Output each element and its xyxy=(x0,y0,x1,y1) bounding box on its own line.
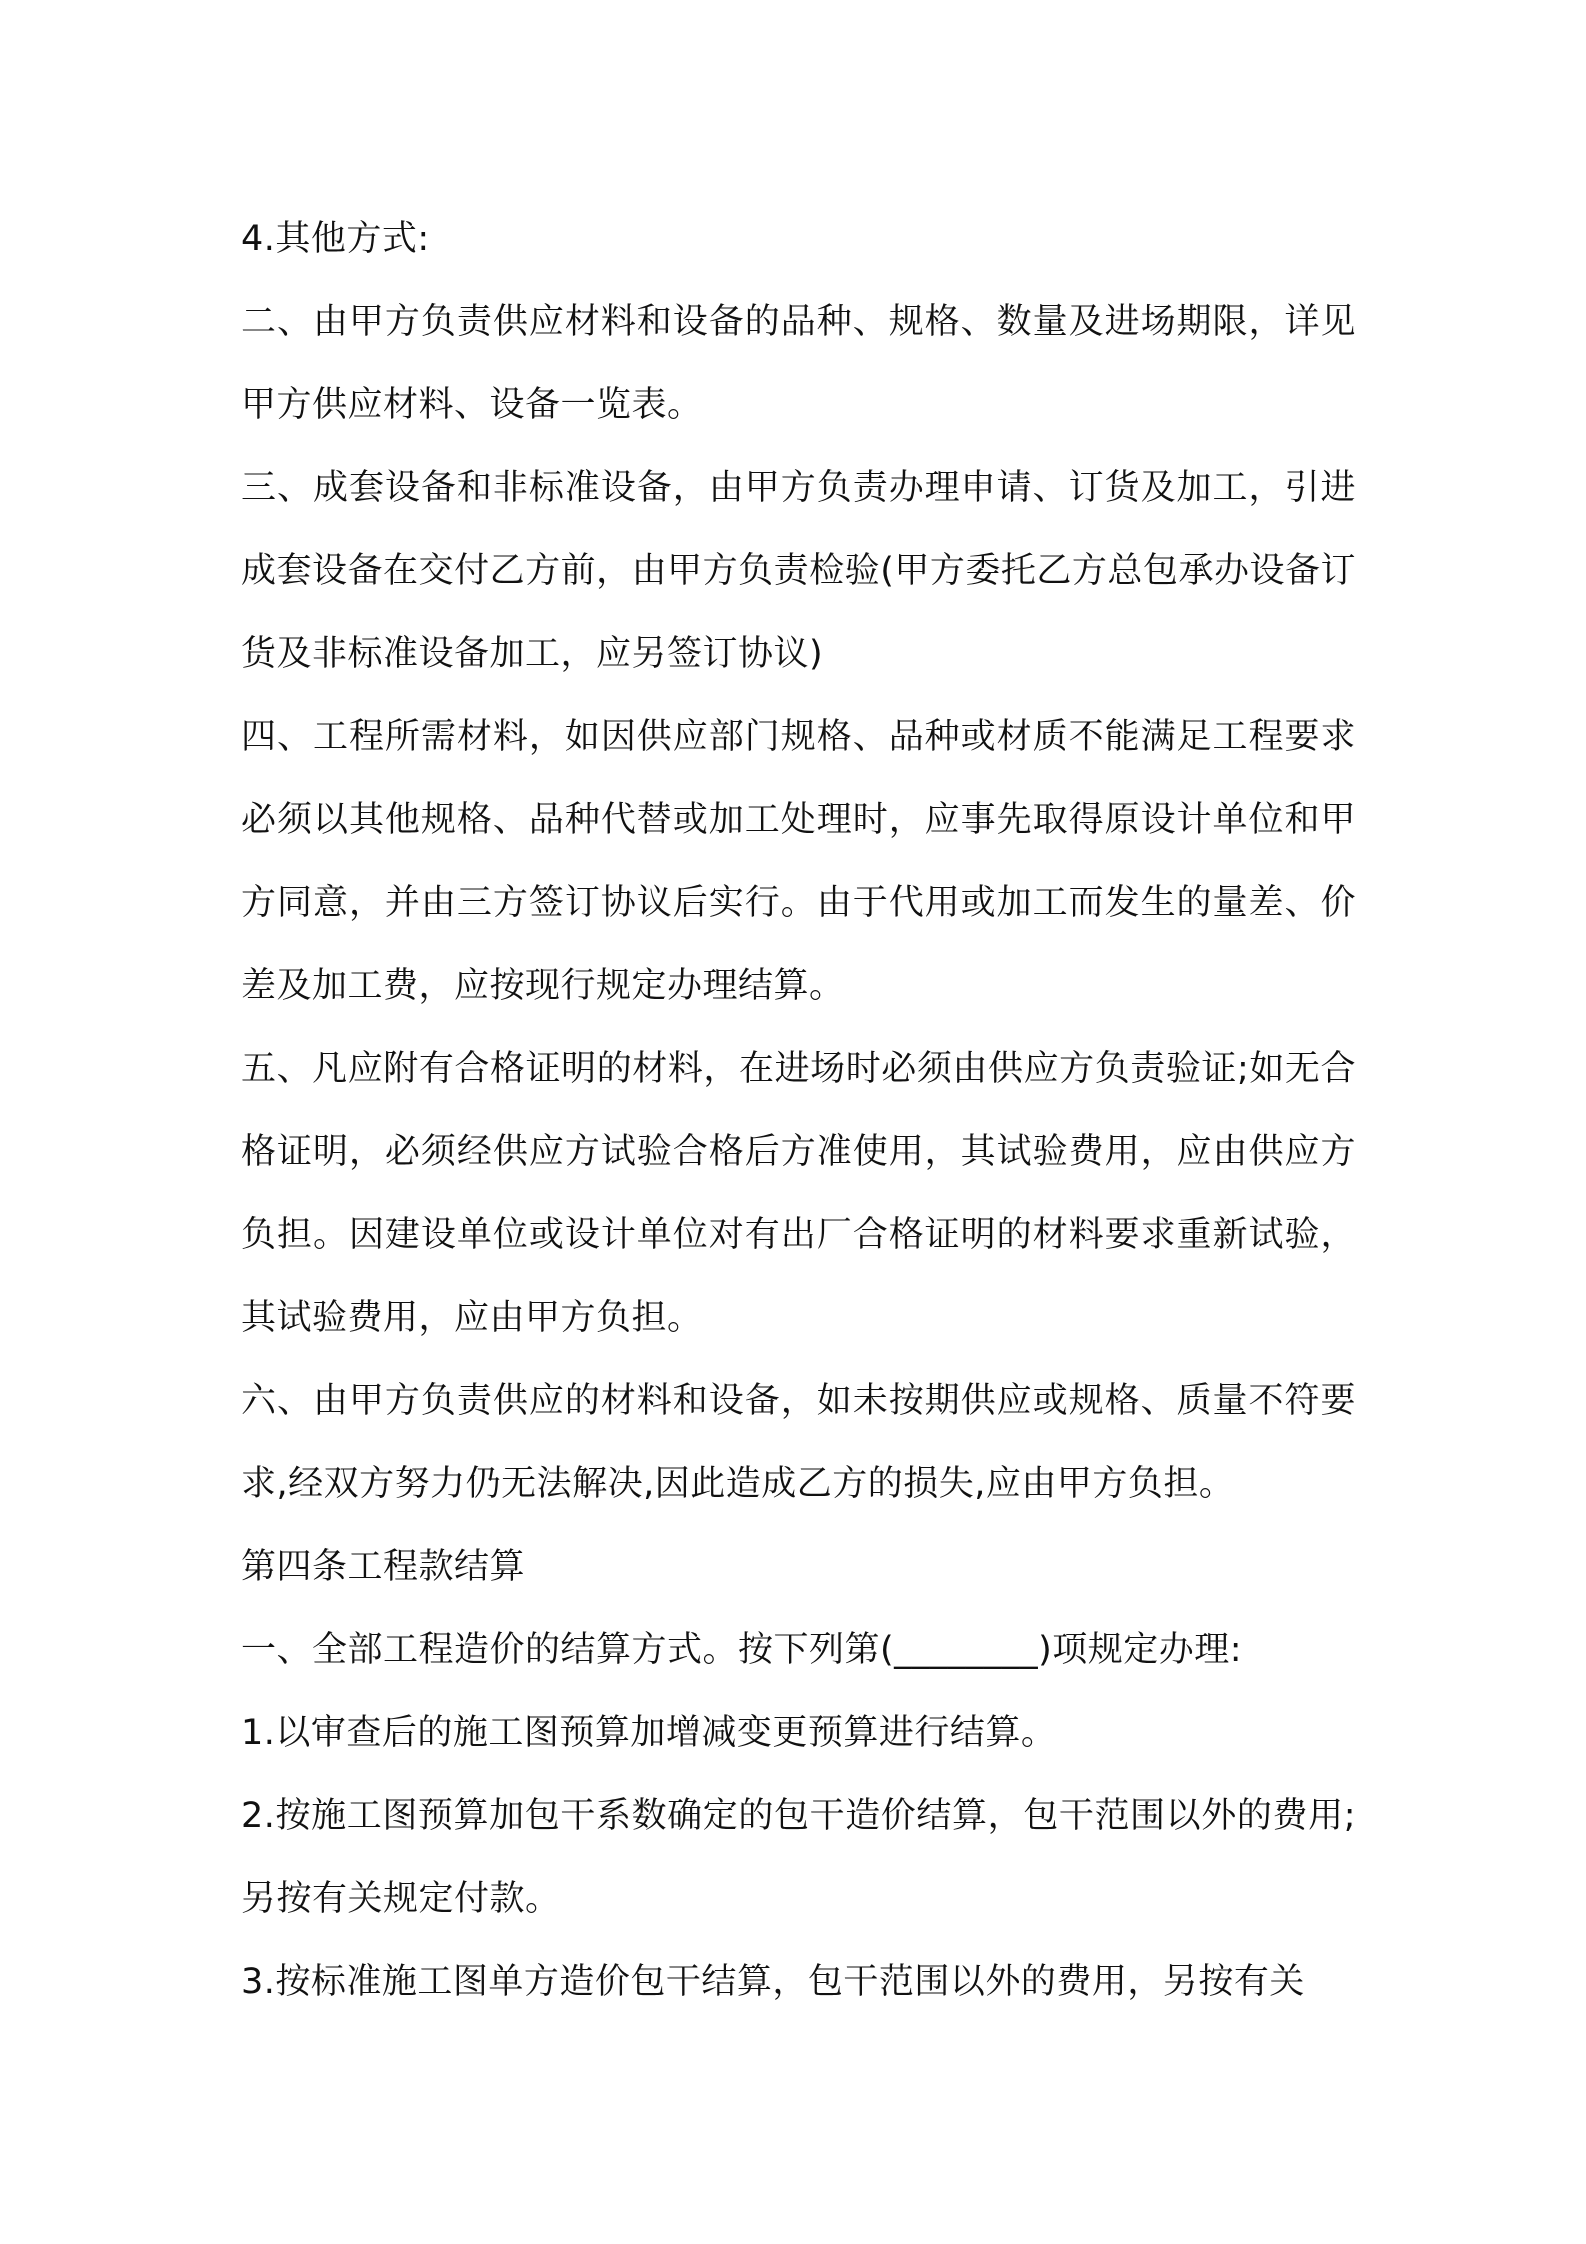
paragraph-clause-2: 二、由甲方负责供应材料和设备的品种、规格、数量及进场期限，详见甲方供应材料、设备一览表。 xyxy=(241,302,1356,425)
paragraph-clause-4: 四、工程所需材料，如因供应部门规格、品种或材质不能满足工程要求必须以其他规格、品种代替或加工处理时，应事先取得原设计单位和甲方同意，并由三方签订协议后实行。由于代用或加工而发生的量差、价差及加工费，应按现行规定办理结算。 xyxy=(241,717,1356,1006)
paragraph-clause-5: 五、凡应附有合格证明的材料，在进场时必须由供应方负责验证;如无合格证明，必须经供应方试验合格后方准使用，其试验费用，应由供应方负担。因建设单位或设计单位对有出厂合格证明的材料要求重新试验，其试验费用，应由甲方负担。 xyxy=(241,1049,1356,1338)
paragraph-clause-3: 三、成套设备和非标准设备，由甲方负责办理申请、订货及加工，引进成套设备在交付乙方前，由甲方负责检验(甲方委托乙方总包承办设备订货及非标准设备加工，应另签订协议) xyxy=(241,468,1356,674)
paragraph-settlement-option-1: 1.以审查后的施工图预算加增减变更预算进行结算。 xyxy=(241,1713,1057,1753)
paragraph-other-methods: 4.其他方式: xyxy=(241,219,430,259)
paragraph-settlement-method: 一、全部工程造价的结算方式。按下列第(________)项规定办理: xyxy=(241,1630,1243,1670)
section-heading-article-4: 第四条工程款结算 xyxy=(241,1547,526,1587)
paragraph-settlement-option-2: 2.按施工图预算加包干系数确定的包干造价结算，包干范围以外的费用;另按有关规定付款。 xyxy=(241,1796,1356,1919)
paragraph-clause-6: 六、由甲方负责供应的材料和设备，如未按期供应或规格、质量不符要求,经双方努力仍无法解决,因此造成乙方的损失,应由甲方负担。 xyxy=(241,1381,1356,1504)
paragraph-settlement-option-3: 3.按标准施工图单方造价包干结算，包干范围以外的费用，另按有关 xyxy=(241,1962,1305,2002)
document-body xyxy=(241,198,1356,2024)
